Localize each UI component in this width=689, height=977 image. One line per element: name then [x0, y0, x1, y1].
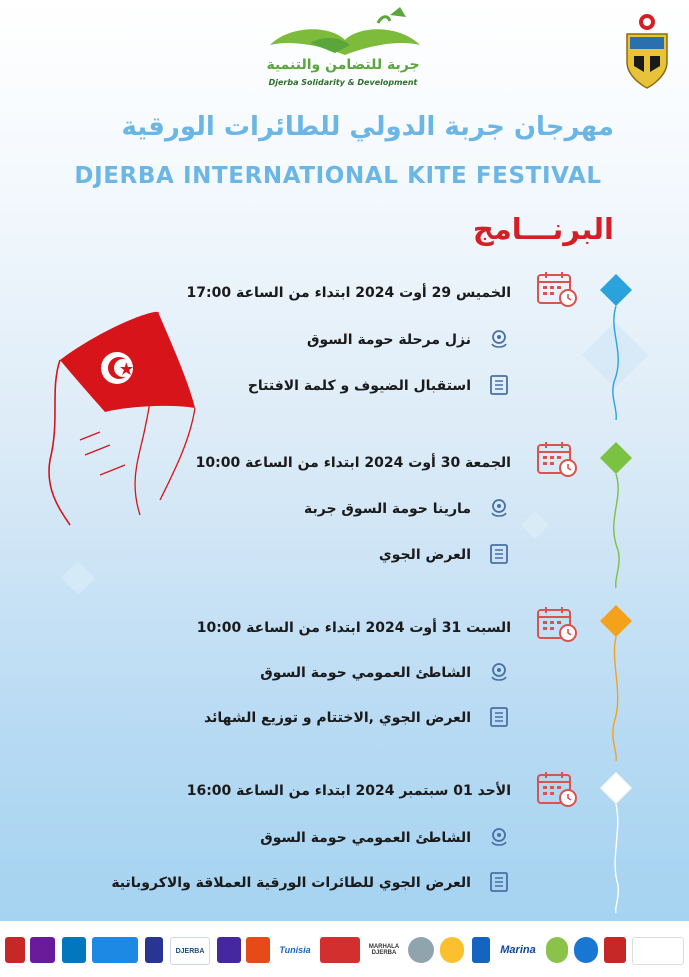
sponsor-logo [92, 937, 138, 963]
sponsor-logo [546, 937, 568, 963]
sponsor-logo [246, 937, 270, 963]
location-pin-icon [488, 661, 510, 683]
organization-name-arabic: جربة للتضامن والتنمية [266, 57, 420, 73]
day-4-activity: العرض الجوي للطائرات الورقية العملاقة والاكروباتية [111, 875, 471, 891]
day-2-activity: العرض الجوي [378, 547, 471, 563]
organization-name-english: Djerba Solidarity & Development [268, 78, 418, 87]
day-2-location: مارينا حومة السوق جربة [303, 501, 471, 517]
sponsor-logo [145, 937, 163, 963]
background-kite-icon [520, 510, 550, 540]
calendar-icon [536, 770, 578, 808]
sponsor-djerba-logo: DJERBA [170, 937, 210, 965]
orange-kite-icon [596, 603, 636, 763]
tunisia-coat-of-arms-icon [622, 12, 672, 90]
calendar-icon [536, 605, 578, 643]
sponsor-logo [408, 937, 434, 963]
calendar-icon [536, 440, 578, 478]
day-4-location: الشاطئ العمومي حومة السوق [260, 830, 471, 846]
background-kite-icon [60, 560, 96, 596]
sponsor-logo [5, 937, 25, 963]
festival-title-english: DJERBA INTERNATIONAL KITE FESTIVAL [74, 163, 602, 189]
sponsor-logo [217, 937, 241, 963]
sponsor-logo [472, 937, 490, 963]
blue-kite-icon [596, 272, 636, 422]
day-3-activity: العرض الجوي ,الاختتام و توزيع الشهائد [204, 710, 471, 726]
day-3-heading: السبت 31 أوت 2024 ابتداء من الساعة 10:00 [196, 620, 511, 636]
sponsor-logo [62, 937, 86, 963]
sponsor-logo [30, 937, 55, 963]
day-4-heading: الأحد 01 سبتمبر 2024 ابتداء من الساعة 16:00 [186, 783, 511, 799]
sponsor-marhala-logo: MARHALA DJERBA [364, 937, 404, 963]
festival-title-arabic: مهرجان جربة الدولي للطائرات الورقية [121, 112, 614, 142]
checklist-icon [488, 374, 510, 396]
day-1-heading: الخميس 29 أوت 2024 ابتداء من الساعة 17:00 [186, 285, 511, 301]
sponsor-marina-logo: Marina [495, 937, 541, 963]
sponsor-tunisia-logo: Tunisia [276, 937, 314, 963]
location-pin-icon [488, 497, 510, 519]
program-heading: البرنـــامج [472, 212, 614, 246]
sponsor-logo [632, 937, 684, 965]
checklist-icon [488, 543, 510, 565]
sponsor-logo [574, 937, 598, 963]
sponsor-logo [440, 937, 464, 963]
sponsors-bar [0, 921, 689, 977]
location-pin-icon [488, 826, 510, 848]
location-pin-icon [488, 328, 510, 350]
day-3-location: الشاطئ العمومي حومة السوق [260, 665, 471, 681]
day-1-location: نزل مرحلة حومة السوق [306, 332, 471, 348]
white-kite-icon [596, 770, 636, 915]
checklist-icon [488, 706, 510, 728]
sponsor-logo [320, 937, 360, 963]
checklist-icon [488, 871, 510, 893]
day-2-heading: الجمعة 30 أوت 2024 ابتداء من الساعة 10:00 [195, 455, 511, 471]
sponsor-logo [604, 937, 626, 963]
day-1-activity: استقبال الضيوف و كلمة الافتتاح [247, 378, 471, 394]
calendar-icon [536, 270, 578, 308]
green-kite-icon [596, 440, 636, 590]
red-kite-illustration [40, 300, 210, 530]
